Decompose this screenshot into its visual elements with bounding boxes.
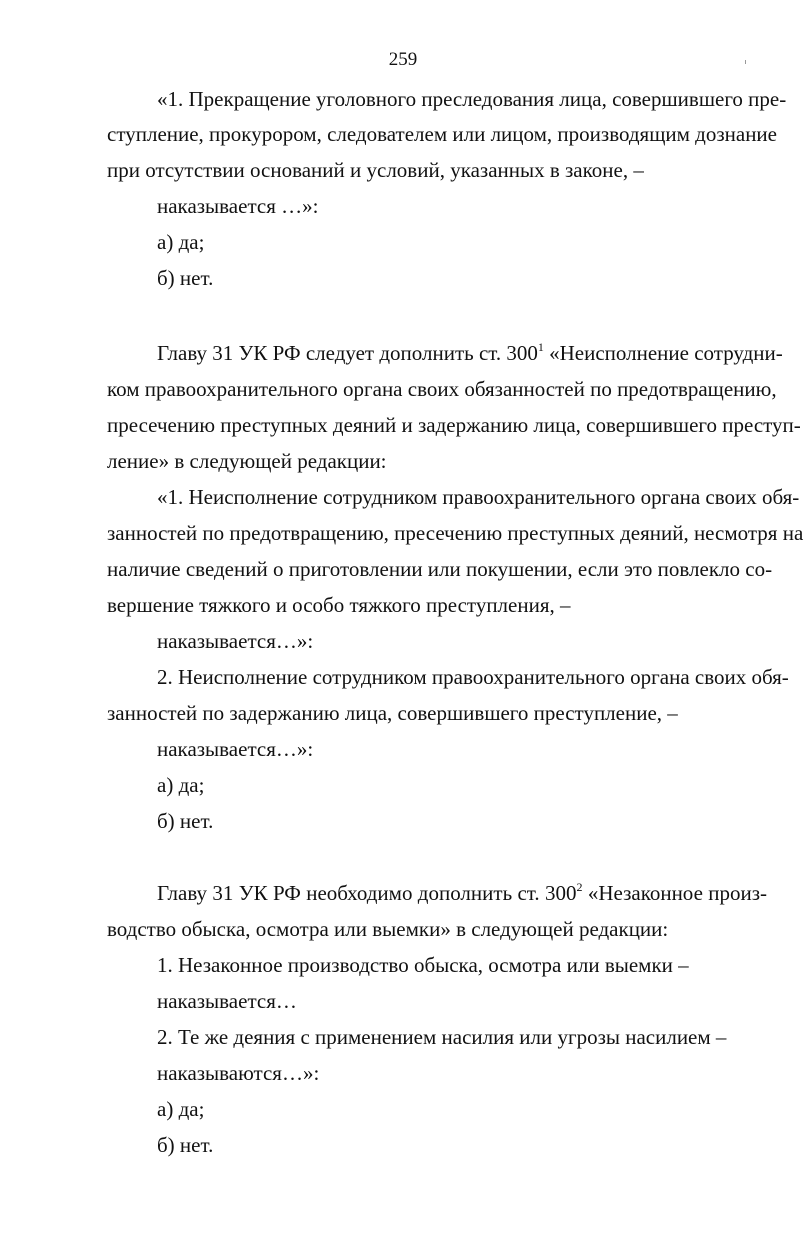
option-b: б) нет. [157, 266, 214, 290]
option-a: а) да; [157, 773, 205, 797]
text-line: наличие сведений о приготовлении или покушении, если это повлекло со- [107, 557, 773, 581]
text-line: наказывается…»: [157, 629, 314, 653]
text-fragment: «Незаконное произ- [582, 881, 767, 905]
superscript: 2 [576, 880, 583, 894]
text-fragment: Главу 31 УК РФ следует дополнить ст. 300 [157, 341, 538, 365]
text-line: «1. Прекращение уголовного преследования лица, совершившего пре- [157, 87, 787, 111]
text-line: 1. Незаконное производство обыска, осмотра или выемки – [157, 953, 689, 977]
text-line: наказывается… [157, 989, 297, 1013]
text-line: занностей по предотвращению, пресечению преступных деяний, несмотря на [107, 521, 804, 545]
text-line: ступление, прокурором, следователем или лицом, производящим дознание [107, 122, 777, 146]
text-line: ком правоохранительного органа своих обязанностей по предотвращению, [107, 377, 777, 401]
text-line: наказываются…»: [157, 1061, 320, 1085]
option-a: а) да; [157, 1097, 205, 1121]
option-b: б) нет. [157, 809, 214, 833]
paragraph-first-line [157, 880, 767, 906]
text-fragment: Главу 31 УК РФ необходимо дополнить ст. 300 [157, 881, 577, 905]
text-fragment: «Неисполнение сотрудни- [543, 341, 783, 365]
text-line: вершение тяжкого и особо тяжкого преступления, – [107, 593, 571, 617]
superscript: 1 [537, 340, 544, 354]
option-b: б) нет. [157, 1133, 214, 1157]
text-line: «1. Неисполнение сотрудником правоохранительного органа своих обя- [157, 485, 800, 509]
text-line: пресечению преступных деяний и задержанию лица, совершившего преступ- [107, 413, 801, 437]
text-line: 2. Неисполнение сотрудником правоохранительного органа своих обя- [157, 665, 789, 689]
text-line: занностей по задержанию лица, совершившего преступление, – [107, 701, 678, 725]
text-line: при отсутствии оснований и условий, указанных в законе, – [107, 158, 644, 182]
text-line: 2. Те же деяния с применением насилия или угрозы насилием – [157, 1025, 727, 1049]
option-a: а) да; [157, 230, 205, 254]
page-number: 259 [388, 49, 418, 70]
paragraph-first-line [157, 340, 783, 366]
text-line: ление» в следующей редакции: [107, 449, 387, 473]
text-line: водство обыска, осмотра или выемки» в следующей редакции: [107, 917, 669, 941]
text-line: наказывается…»: [157, 737, 314, 761]
text-line: наказывается …»: [157, 194, 319, 218]
